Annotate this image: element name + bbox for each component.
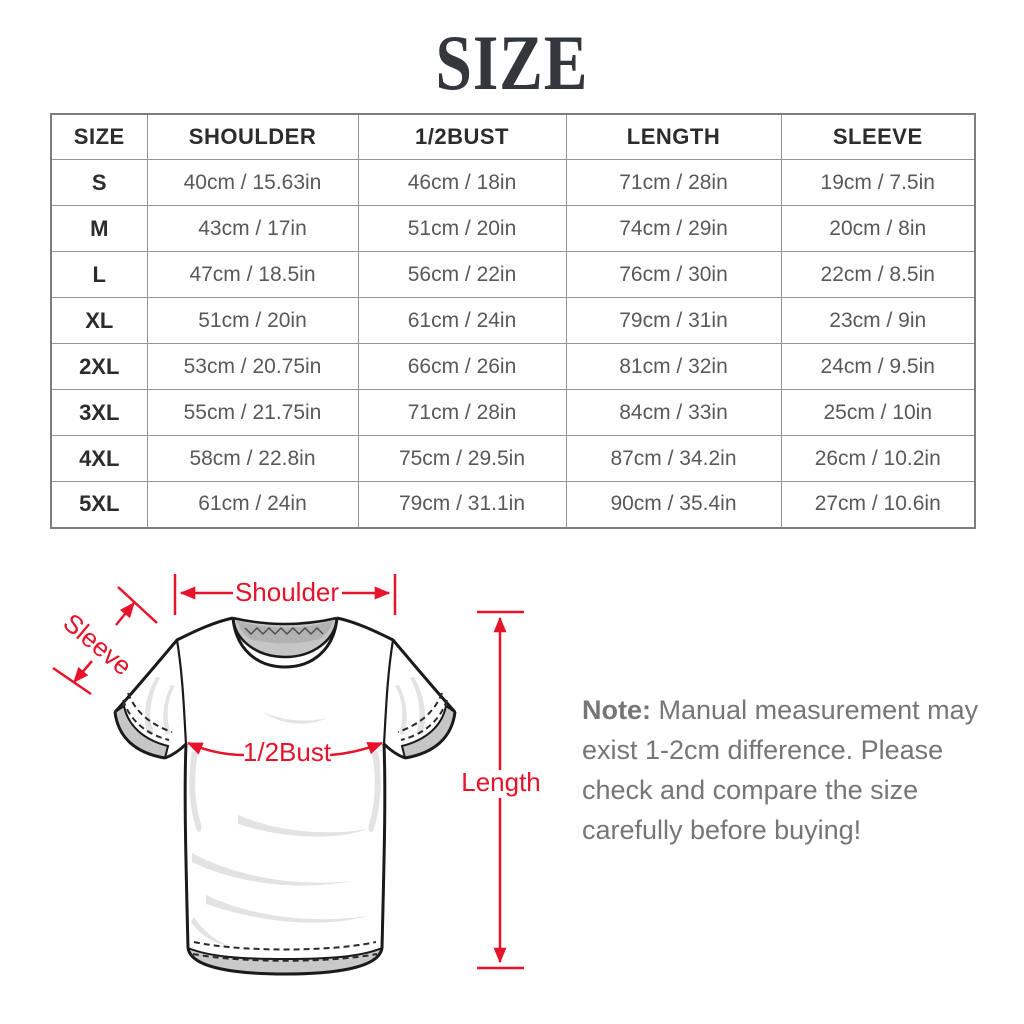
value-cell: 79cm / 31.1in [358,482,566,528]
table-row [51,160,975,206]
value-cell: 23cm / 9in [781,298,975,344]
value-cell: 26cm / 10.2in [781,436,975,482]
value-cell: 55cm / 21.75in [147,390,358,436]
table-row [51,344,975,390]
value-cell: 51cm / 20in [358,206,566,252]
column-header: 1/2BUST [358,114,566,160]
page-title: SIZE [435,19,589,106]
column-header: SLEEVE [781,114,975,160]
shoulder-label: Shoulder [234,577,340,607]
size-table [50,113,976,529]
value-cell: 40cm / 15.63in [147,160,358,206]
value-cell: 46cm / 18in [358,160,566,206]
value-cell: 22cm / 8.5in [781,252,975,298]
shoulder-dimension-arrow [175,574,395,615]
tshirt-size-diagram [40,565,560,1015]
value-cell: 24cm / 9.5in [781,344,975,390]
note [582,690,980,850]
table-row [51,298,975,344]
value-cell: 20cm / 8in [781,206,975,252]
value-cell: 76cm / 30in [566,252,781,298]
column-header: SHOULDER [147,114,358,160]
size-cell: 2XL [51,344,147,390]
length-dimension-arrow [461,612,541,968]
size-cell: 5XL [51,482,147,528]
table-row [51,436,975,482]
sleeve-dimension-arrow [53,587,157,694]
table-row [51,390,975,436]
value-cell: 84cm / 33in [566,390,781,436]
value-cell: 53cm / 20.75in [147,344,358,390]
value-cell: 74cm / 29in [566,206,781,252]
size-cell: 4XL [51,436,147,482]
value-cell: 56cm / 22in [358,252,566,298]
column-header: LENGTH [566,114,781,160]
value-cell: 43cm / 17in [147,206,358,252]
size-table-head-row [51,114,975,160]
table-row [51,252,975,298]
value-cell: 47cm / 18.5in [147,252,358,298]
column-header: SIZE [51,114,147,160]
value-cell: 19cm / 7.5in [781,160,975,206]
bust-label: 1/2Bust [242,737,332,767]
value-cell: 79cm / 31in [566,298,781,344]
value-cell: 90cm / 35.4in [566,482,781,528]
size-cell: XL [51,298,147,344]
size-cell: L [51,252,147,298]
size-cell: S [51,160,147,206]
value-cell: 25cm / 10in [781,390,975,436]
value-cell: 71cm / 28in [358,390,566,436]
note-text: Manual measurement may exist 1-2cm difference. Please check and compare the size carefully before buying! [582,695,979,845]
table-row [51,482,975,528]
value-cell: 58cm / 22.8in [147,436,358,482]
value-cell: 71cm / 28in [566,160,781,206]
size-cell: M [51,206,147,252]
length-label: Length [461,767,541,797]
value-cell: 61cm / 24in [358,298,566,344]
value-cell: 81cm / 32in [566,344,781,390]
value-cell: 27cm / 10.6in [781,482,975,528]
size-table-body [51,160,975,528]
sleeve-label: Sleeve [57,607,138,682]
value-cell: 75cm / 29.5in [358,436,566,482]
table-row [51,206,975,252]
value-cell: 87cm / 34.2in [566,436,781,482]
tshirt-graphic [115,611,455,974]
value-cell: 61cm / 24in [147,482,358,528]
value-cell: 51cm / 20in [147,298,358,344]
note-label: Note: [582,695,651,725]
value-cell: 66cm / 26in [358,344,566,390]
size-cell: 3XL [51,390,147,436]
